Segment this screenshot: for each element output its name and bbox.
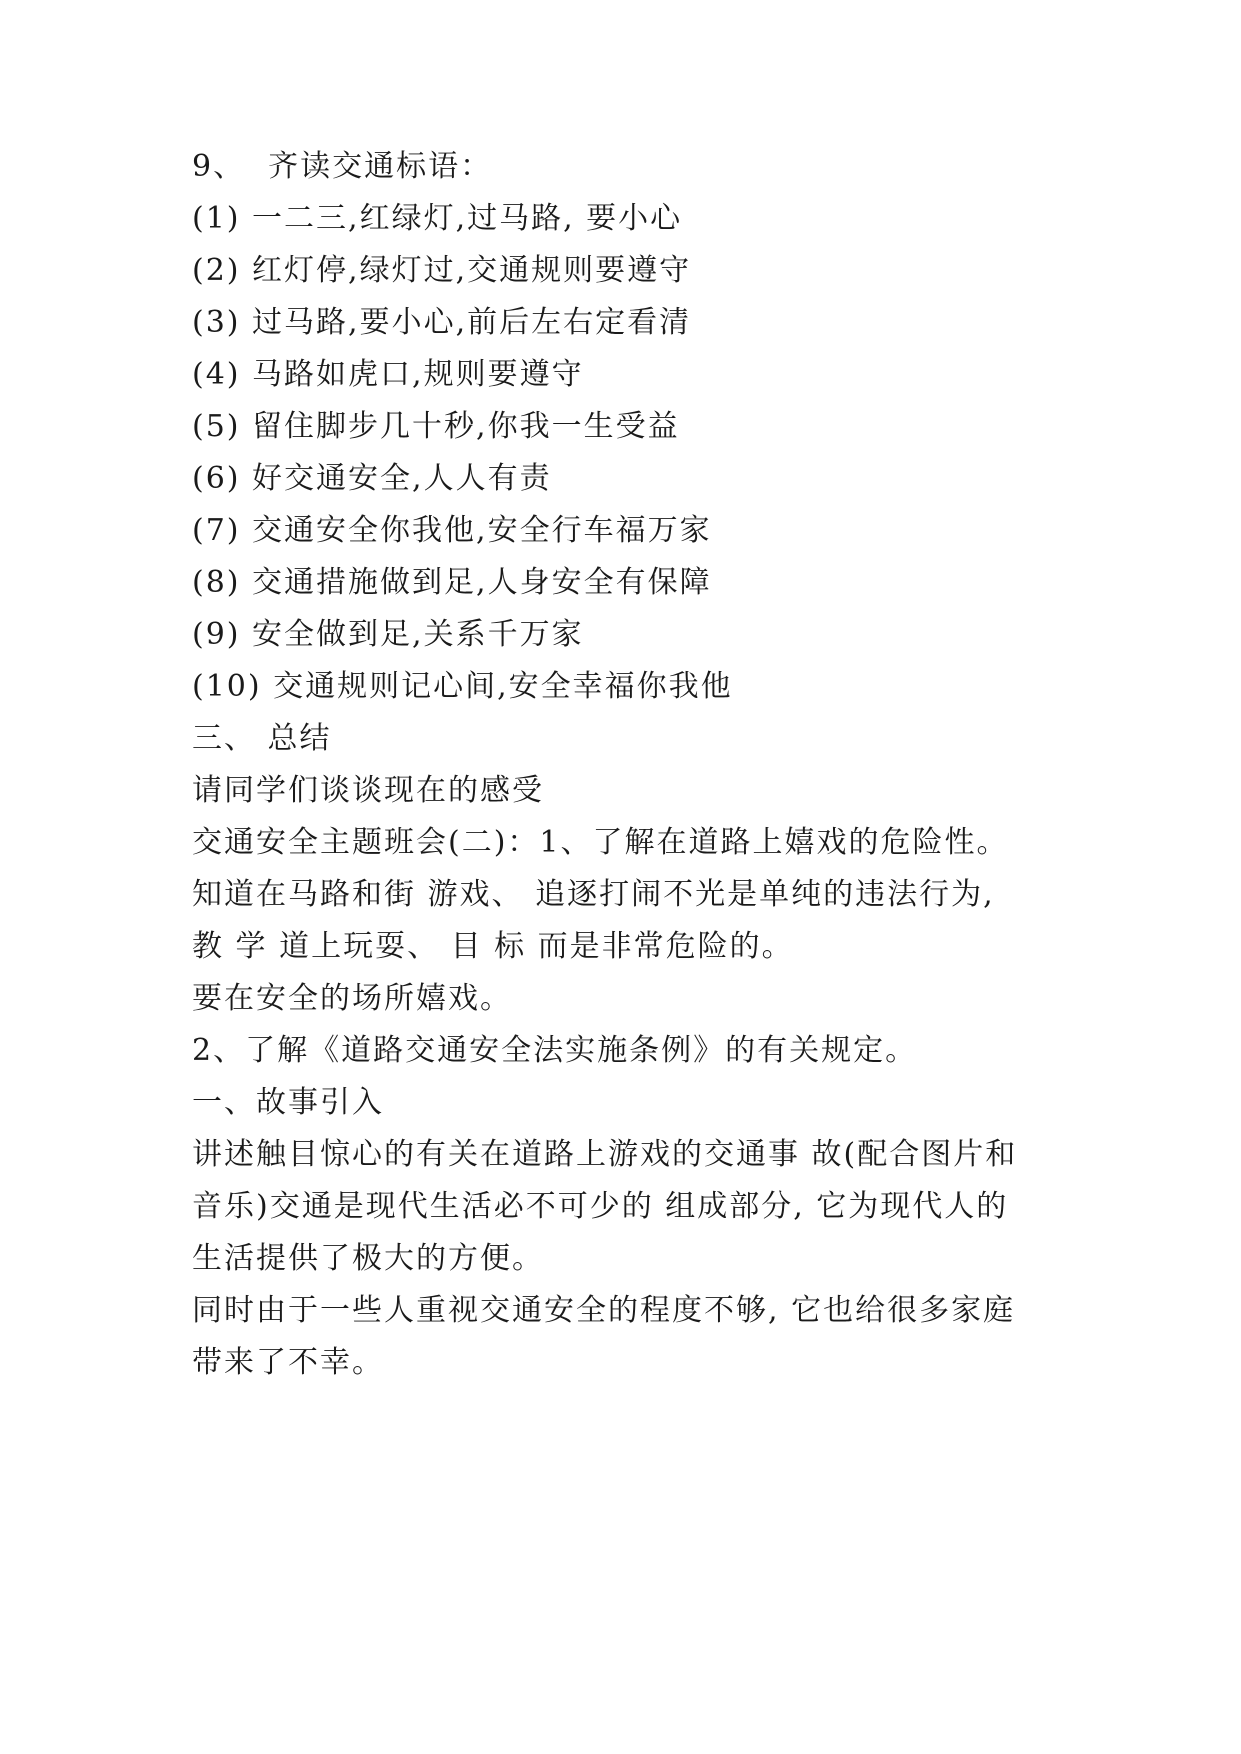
slogan-item: (8) 交通措施做到足,人身安全有保障 — [192, 565, 712, 600]
slogan-item: (1) 一二三,红绿灯,过马路, 要小心 — [192, 201, 683, 236]
paragraph-line: 带来了不幸。 — [192, 1345, 384, 1380]
paragraph-line: 知道在马路和街 游戏、 追逐打闹不光是单纯的违法行为, — [192, 877, 995, 912]
paragraph-line: 教 学 道上玩耍、 目 标 而是非常危险的。 — [192, 929, 794, 964]
paragraph-line: 生活提供了极大的方便。 — [192, 1241, 544, 1276]
paragraph-line: 同时由于一些人重视交通安全的程度不够, 它也给很多家庭 — [192, 1293, 1016, 1328]
section-heading: 三、 总结 — [192, 721, 332, 756]
slogan-item: (4) 马路如虎口,规则要遵守 — [192, 357, 584, 392]
slogan-item: (10) 交通规则记心间,安全幸福你我他 — [192, 669, 733, 704]
paragraph-line: 交通安全主题班会(二)：1、了解在道路上嬉戏的危险性。 — [192, 825, 1009, 860]
slogan-item: (5) 留住脚步几十秒,你我一生受益 — [192, 409, 680, 444]
slogan-item: (2) 红灯停,绿灯过,交通规则要遵守 — [192, 253, 692, 288]
paragraph-line: 请同学们谈谈现在的感受 — [192, 773, 544, 808]
section-heading: 9、 齐读交通标语： — [192, 149, 493, 184]
paragraph-line: 2、了解《道路交通安全法实施条例》的有关规定。 — [192, 1033, 918, 1068]
slogan-item: (9) 安全做到足,关系千万家 — [192, 617, 584, 652]
paragraph-line: 要在安全的场所嬉戏。 — [192, 981, 512, 1016]
slogan-item: (3) 过马路,要小心,前后左右定看清 — [192, 305, 692, 340]
paragraph-line: 讲述触目惊心的有关在道路上游戏的交通事 故(配合图片和 — [192, 1137, 1018, 1172]
paragraph-line: 音乐)交通是现代生活必不可少的 组成部分, 它为现代人的 — [192, 1189, 1009, 1224]
slogan-item: (7) 交通安全你我他,安全行车福万家 — [192, 513, 712, 548]
slogan-item: (6) 好交通安全,人人有责 — [192, 461, 552, 496]
section-heading: 一、故事引入 — [192, 1085, 384, 1120]
